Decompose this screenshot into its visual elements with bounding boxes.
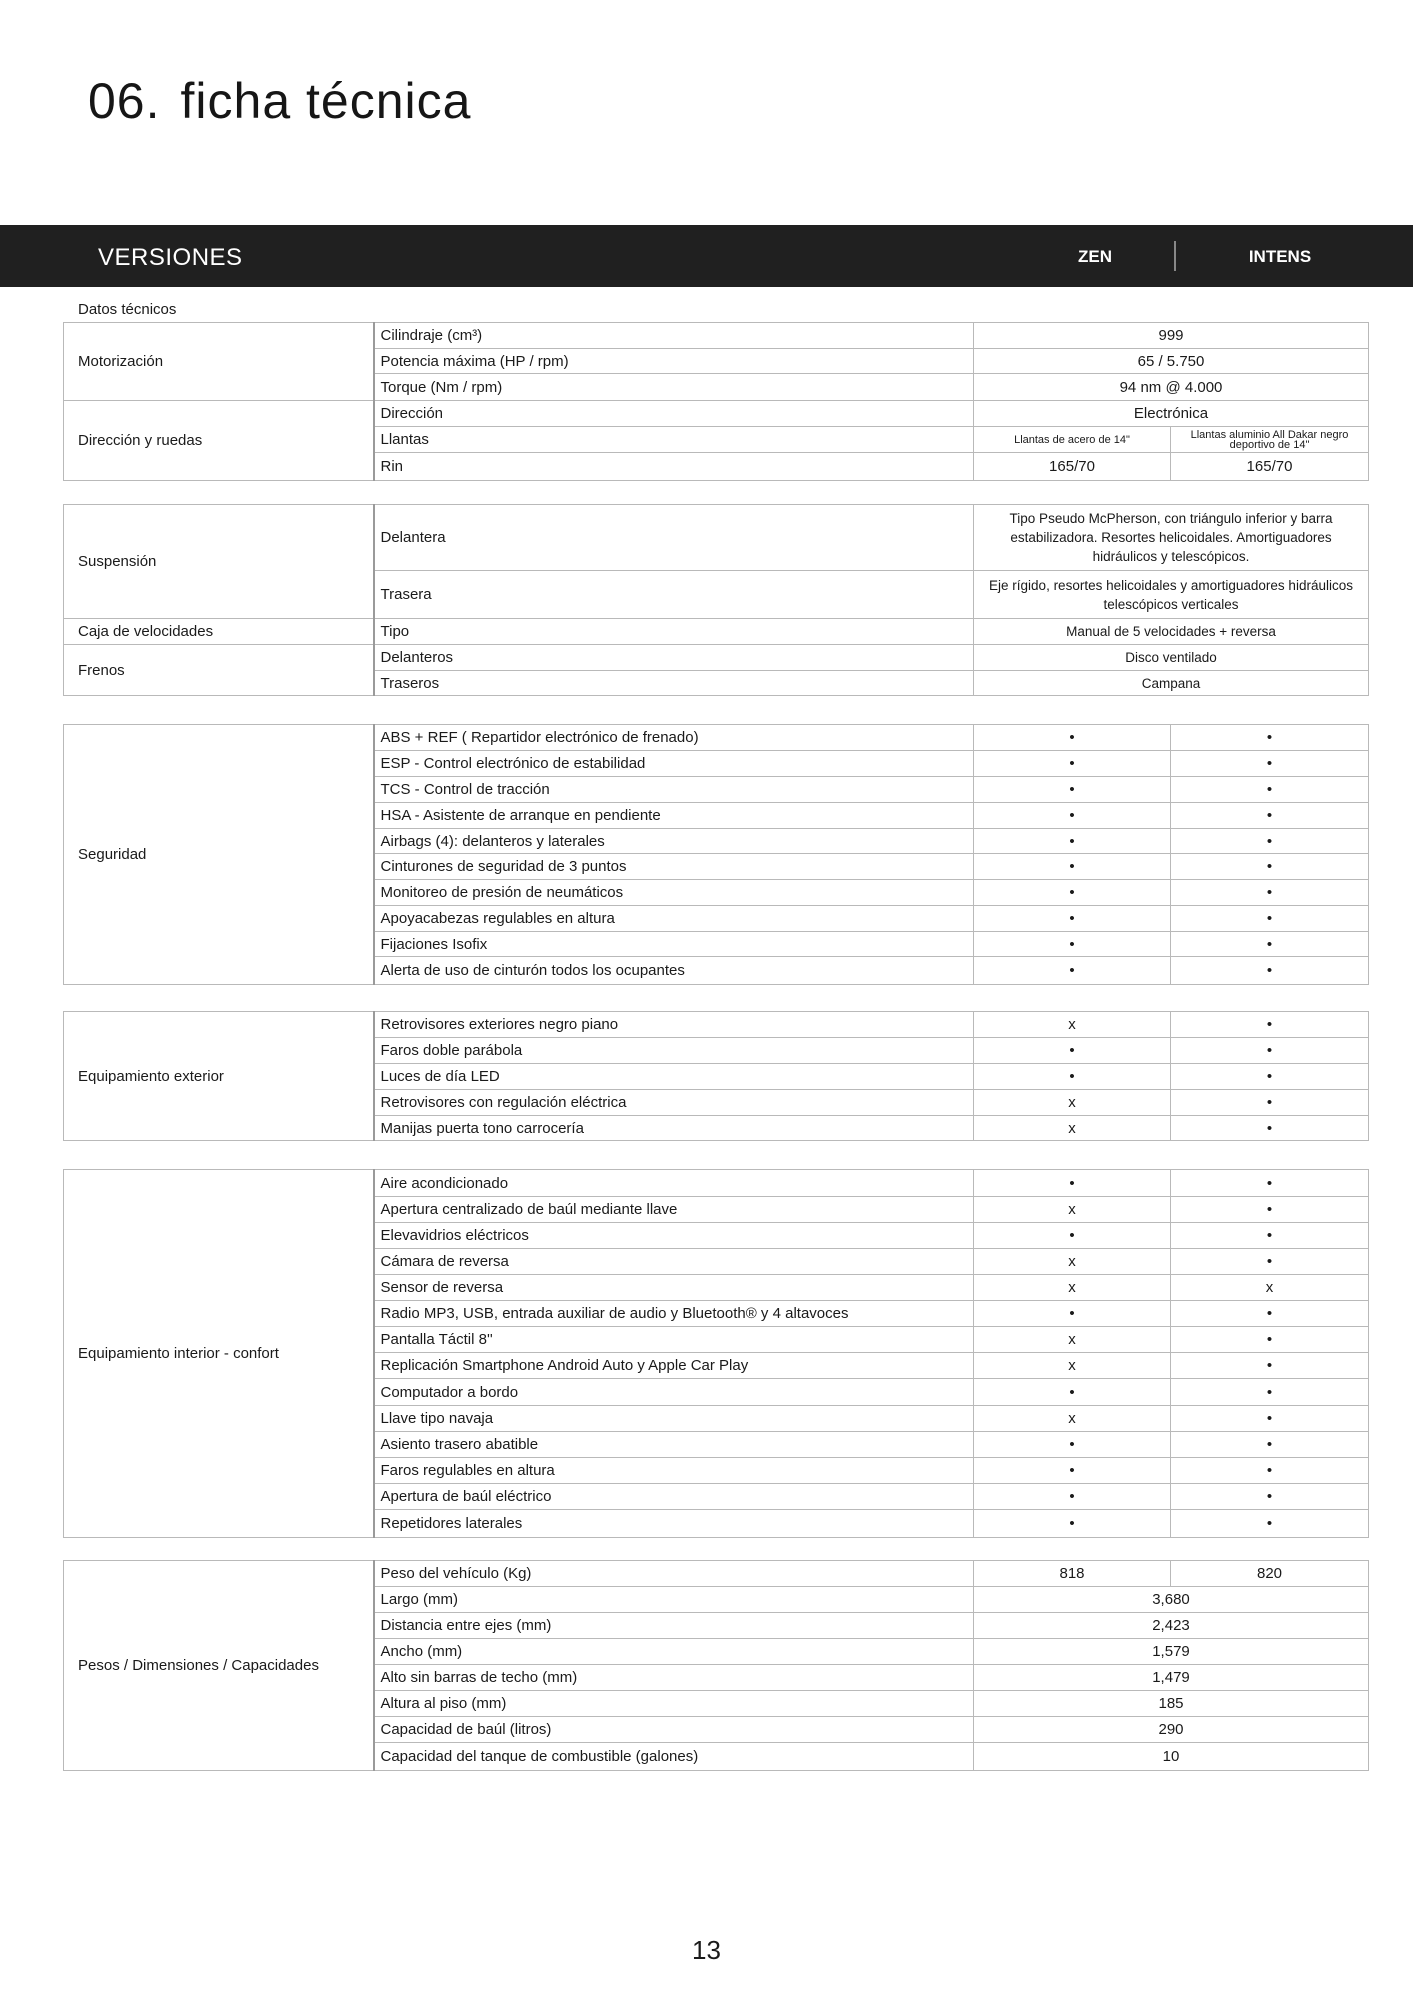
spec-table-seguridad: [63, 724, 1369, 985]
zen-mark: •: [974, 1301, 1171, 1327]
feature-label: ABS + REF ( Repartidor electrónico de frenado): [374, 725, 974, 751]
intens-mark: •: [1171, 1170, 1369, 1197]
feature-label: Cilindraje (cm³): [374, 323, 974, 349]
spec-table-exterior: [63, 1011, 1369, 1141]
feature-label: Largo (mm): [374, 1587, 974, 1613]
zen-mark: •: [974, 932, 1171, 957]
feature-value: 65 / 5.750: [974, 349, 1369, 374]
feature-label: Airbags (4): delanteros y laterales: [374, 829, 974, 854]
zen-value: Llantas de acero de 14": [974, 427, 1171, 453]
intens-mark: •: [1171, 1458, 1369, 1484]
table-row: [64, 1012, 1369, 1038]
intens-mark: •: [1171, 1197, 1369, 1223]
group-label: Equipamiento exterior: [64, 1012, 374, 1141]
feature-label: Manijas puerta tono carrocería: [374, 1116, 974, 1141]
versions-header: [0, 225, 1413, 287]
intens-mark: •: [1171, 1327, 1369, 1353]
feature-value: Manual de 5 velocidades + reversa: [974, 619, 1369, 645]
intens-mark: •: [1171, 957, 1369, 985]
intens-value: Llantas aluminio All Dakar negro deportivo de 14": [1171, 427, 1369, 453]
zen-mark: •: [974, 906, 1171, 932]
intens-mark: •: [1171, 1432, 1369, 1458]
spec-table-pesos: [63, 1560, 1369, 1771]
feature-label: Faros regulables en altura: [374, 1458, 974, 1484]
intens-mark: •: [1171, 854, 1369, 880]
feature-value: 185: [974, 1691, 1369, 1717]
feature-label: Ancho (mm): [374, 1639, 974, 1665]
zen-mark: •: [974, 777, 1171, 803]
intens-mark: •: [1171, 1012, 1369, 1038]
feature-label: Dirección: [374, 401, 974, 427]
zen-mark: •: [974, 1223, 1171, 1249]
feature-value: 3,680: [974, 1587, 1369, 1613]
zen-mark: x: [974, 1249, 1171, 1275]
zen-mark: x: [974, 1406, 1171, 1432]
feature-value: 94 nm @ 4.000: [974, 374, 1369, 401]
intens-mark: •: [1171, 1064, 1369, 1090]
feature-value: 1,479: [974, 1665, 1369, 1691]
feature-value: Tipo Pseudo McPherson, con triángulo inferior y barra estabilizadora. Resortes helicoidales. Amortiguadores hidráulicos y telescópicos.: [974, 505, 1369, 571]
version-zen-label: ZEN: [1078, 247, 1112, 266]
zen-mark: •: [974, 854, 1171, 880]
feature-label: Torque (Nm / rpm): [374, 374, 974, 401]
intens-mark: •: [1171, 1353, 1369, 1379]
feature-label: Apertura de baúl eléctrico: [374, 1484, 974, 1510]
group-label: Suspensión: [64, 505, 374, 619]
zen-mark: x: [974, 1012, 1171, 1038]
intens-mark: •: [1171, 1249, 1369, 1275]
zen-mark: x: [974, 1275, 1171, 1301]
spec-table-chassis: [63, 504, 1369, 696]
feature-label: Fijaciones Isofix: [374, 932, 974, 957]
intens-mark: •: [1171, 1116, 1369, 1141]
intens-mark: •: [1171, 1510, 1369, 1538]
zen-mark: x: [974, 1116, 1171, 1141]
intens-mark: •: [1171, 1038, 1369, 1064]
feature-label: Delanteros: [374, 645, 974, 671]
group-label: Dirección y ruedas: [64, 401, 374, 481]
zen-mark: •: [974, 1064, 1171, 1090]
intens-mark: •: [1171, 725, 1369, 751]
table-row: [64, 725, 1369, 751]
group-label: Equipamiento interior - confort: [64, 1170, 374, 1538]
intens-mark: •: [1171, 1484, 1369, 1510]
feature-value: Disco ventilado: [974, 645, 1369, 671]
zen-mark: •: [974, 880, 1171, 906]
group-label: Pesos / Dimensiones / Capacidades: [64, 1561, 374, 1771]
feature-label: Pantalla Táctil 8'': [374, 1327, 974, 1353]
feature-label: Capacidad de baúl (litros): [374, 1717, 974, 1743]
feature-label: Llantas: [374, 427, 974, 453]
intens-mark: •: [1171, 906, 1369, 932]
section-title: ficha técnica: [180, 73, 472, 129]
spec-table-motor: [63, 322, 1369, 481]
feature-value: 1,579: [974, 1639, 1369, 1665]
zen-mark: •: [974, 1379, 1171, 1406]
zen-mark: •: [974, 725, 1171, 751]
zen-mark: x: [974, 1090, 1171, 1116]
feature-label: Aire acondicionado: [374, 1170, 974, 1197]
feature-label: Sensor de reversa: [374, 1275, 974, 1301]
intens-mark: •: [1171, 751, 1369, 777]
zen-mark: •: [974, 1510, 1171, 1538]
feature-label: Apertura centralizado de baúl mediante llave: [374, 1197, 974, 1223]
zen-mark: •: [974, 1170, 1171, 1197]
versions-label: VERSIONES: [98, 244, 243, 271]
feature-label: Peso del vehículo (Kg): [374, 1561, 974, 1587]
intens-value: 820: [1171, 1561, 1369, 1587]
feature-label: Rin: [374, 453, 974, 481]
feature-value: 10: [974, 1743, 1369, 1771]
zen-mark: •: [974, 751, 1171, 777]
group-label: Motorización: [64, 323, 374, 401]
feature-label: Asiento trasero abatible: [374, 1432, 974, 1458]
feature-label: Elevavidrios eléctricos: [374, 1223, 974, 1249]
feature-label: Faros doble parábola: [374, 1038, 974, 1064]
zen-value: 818: [974, 1561, 1171, 1587]
feature-label: Altura al piso (mm): [374, 1691, 974, 1717]
table-row: [64, 505, 1369, 571]
feature-label: Distancia entre ejes (mm): [374, 1613, 974, 1639]
table-row: [64, 401, 1369, 427]
feature-label: ESP - Control electrónico de estabilidad: [374, 751, 974, 777]
version-intens-label: INTENS: [1248, 247, 1312, 266]
section-subtitle: Datos técnicos: [78, 301, 177, 318]
feature-label: Cinturones de seguridad de 3 puntos: [374, 854, 974, 880]
intens-mark: •: [1171, 829, 1369, 854]
feature-label: Retrovisores con regulación eléctrica: [374, 1090, 974, 1116]
intens-mark: x: [1171, 1275, 1369, 1301]
table-row: [64, 1561, 1369, 1587]
feature-label: Computador a bordo: [374, 1379, 974, 1406]
feature-label: Retrovisores exteriores negro piano: [374, 1012, 974, 1038]
version-separator: [1174, 241, 1176, 271]
intens-mark: •: [1171, 1406, 1369, 1432]
feature-label: Alerta de uso de cinturón todos los ocupantes: [374, 957, 974, 985]
feature-value: 2,423: [974, 1613, 1369, 1639]
table-row: [64, 619, 1369, 645]
zen-mark: •: [974, 1484, 1171, 1510]
intens-mark: •: [1171, 1223, 1369, 1249]
feature-label: Tipo: [374, 619, 974, 645]
feature-label: Capacidad del tanque de combustible (galones): [374, 1743, 974, 1771]
intens-mark: •: [1171, 777, 1369, 803]
zen-value: 165/70: [974, 453, 1171, 481]
zen-mark: •: [974, 1038, 1171, 1064]
feature-label: Radio MP3, USB, entrada auxiliar de audio y Bluetooth® y 4 altavoces: [374, 1301, 974, 1327]
feature-label: Llave tipo navaja: [374, 1406, 974, 1432]
zen-mark: •: [974, 1432, 1171, 1458]
feature-value: Campana: [974, 671, 1369, 696]
spec-table-interior: [63, 1169, 1369, 1538]
group-label: Frenos: [64, 645, 374, 696]
feature-value: Eje rígido, resortes helicoidales y amortiguadores hidráulicos telescópicos verticales: [974, 571, 1369, 619]
zen-mark: x: [974, 1327, 1171, 1353]
intens-value: 165/70: [1171, 453, 1369, 481]
feature-value: 290: [974, 1717, 1369, 1743]
group-label: Seguridad: [64, 725, 374, 985]
feature-label: Delantera: [374, 505, 974, 571]
feature-value: Electrónica: [974, 401, 1369, 427]
feature-label: Apoyacabezas regulables en altura: [374, 906, 974, 932]
intens-mark: •: [1171, 1301, 1369, 1327]
feature-label: Monitoreo de presión de neumáticos: [374, 880, 974, 906]
group-label: Caja de velocidades: [64, 619, 374, 645]
table-row: [64, 323, 1369, 349]
intens-mark: •: [1171, 880, 1369, 906]
zen-mark: •: [974, 803, 1171, 829]
section-number: 06.: [88, 73, 161, 129]
table-row: [64, 1170, 1369, 1197]
zen-mark: x: [974, 1353, 1171, 1379]
zen-mark: x: [974, 1197, 1171, 1223]
feature-label: Alto sin barras de techo (mm): [374, 1665, 974, 1691]
zen-mark: •: [974, 1458, 1171, 1484]
zen-mark: •: [974, 829, 1171, 854]
zen-mark: •: [974, 957, 1171, 985]
feature-label: Luces de día LED: [374, 1064, 974, 1090]
feature-label: Cámara de reversa: [374, 1249, 974, 1275]
feature-label: Traseros: [374, 671, 974, 696]
intens-mark: •: [1171, 1090, 1369, 1116]
intens-mark: •: [1171, 803, 1369, 829]
feature-label: HSA - Asistente de arranque en pendiente: [374, 803, 974, 829]
feature-value: 999: [974, 323, 1369, 349]
page-title: [88, 72, 471, 130]
feature-label: Potencia máxima (HP / rpm): [374, 349, 974, 374]
intens-mark: •: [1171, 1379, 1369, 1406]
feature-label: TCS - Control de tracción: [374, 777, 974, 803]
feature-label: Trasera: [374, 571, 974, 619]
intens-mark: •: [1171, 932, 1369, 957]
feature-label: Repetidores laterales: [374, 1510, 974, 1538]
feature-label: Replicación Smartphone Android Auto y Apple Car Play: [374, 1353, 974, 1379]
page-number: 13: [692, 1935, 721, 1965]
table-row: [64, 645, 1369, 671]
